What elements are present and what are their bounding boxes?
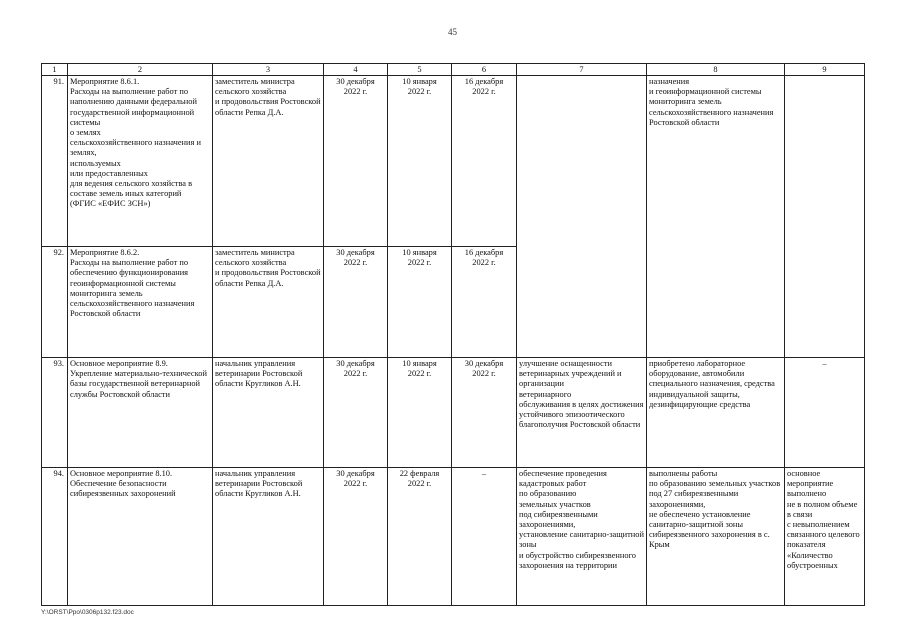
row-number: 91. — [42, 76, 68, 247]
responsible-person: начальник управления ветеринарии Ростовской области Кругликов А.Н. — [213, 468, 324, 606]
actual-start-date: 22 февраля 2022 г. — [388, 468, 452, 606]
planned-result: улучшение оснащенности ветеринарных учреждений и организации ветеринарного обслуживания в целях достижения устойчивого эпизоотического благополучия Ростовской области — [517, 358, 647, 468]
responsible-person: заместитель министра сельского хозяйства и продовольствия Ростовской области Репка Д.А. — [213, 247, 324, 358]
column-header: 9 — [785, 64, 865, 76]
planned-date: 30 декабря 2022 г. — [324, 468, 388, 606]
planned-date: 30 декабря 2022 г. — [324, 76, 388, 247]
event-name: Мероприятие 8.6.1. Расходы на выполнение работ по наполнению данными федеральной государственной информационной системы о землях сельскохозяйственного назначения и землях, используемых или предоставленных для ведения сельского хозяйства в составе земель иных категорий (ФГИС «ЕФИС ЗСН») — [68, 76, 213, 247]
planned-result-empty — [517, 76, 647, 358]
report-table — [41, 63, 865, 606]
row-number: 93. — [42, 358, 68, 468]
deviation-reason-empty — [785, 76, 865, 358]
column-header: 4 — [324, 64, 388, 76]
table-header-row — [42, 64, 865, 76]
row-number: 92. — [42, 247, 68, 358]
table-row — [42, 358, 865, 468]
responsible-person: заместитель министра сельского хозяйства и продовольствия Ростовской области Репка Д.А. — [213, 76, 324, 247]
column-header: 3 — [213, 64, 324, 76]
actual-end-date: 16 декабря 2022 г. — [452, 76, 517, 247]
planned-result: обеспечение проведения кадастровых работ по образованию земельных участков под сибиреязвенными захоронениями, установление санитарно-защитной зоны и обустройство сибиреязвенного захоронения на территории — [517, 468, 647, 606]
event-name: Мероприятие 8.6.2. Расходы на выполнение работ по обеспечению функционирования геоинформационной системы мониторинга земель сельскохозяйственного назначения Ростовской области — [68, 247, 213, 358]
planned-date: 30 декабря 2022 г. — [324, 358, 388, 468]
column-header: 2 — [68, 64, 213, 76]
event-name: Основное мероприятие 8.9. Укрепление материально-технической базы государственной ветеринарной службы Ростовской области — [68, 358, 213, 468]
actual-start-date: 10 января 2022 г. — [388, 247, 452, 358]
column-header: 7 — [517, 64, 647, 76]
actual-end-date: 30 декабря 2022 г. — [452, 358, 517, 468]
actual-start-date: 10 января 2022 г. — [388, 76, 452, 247]
actual-result: выполнены работы по образованию земельных участков под 27 сибиреязвенными захоронениями, не обеспечено установление санитарно-защитной зоны сибиреязвенного захоронения в с. Крым — [647, 468, 785, 606]
column-header: 8 — [647, 64, 785, 76]
row-number: 94. — [42, 468, 68, 606]
file-path-footer: Y:\ORST\Ppo\0306p132.f23.doc — [41, 609, 134, 616]
actual-result: приобретено лабораторное оборудование, автомобили специального назначения, средства индивидуальной защиты, дезинфицирующие средства — [647, 358, 785, 468]
deviation-reason: основное мероприятие выполнено не в полном объеме в связи с невыполнением связанного целевого показателя «Количество обустроенных — [785, 468, 865, 606]
actual-result: назначения и геоинформационной системы мониторинга земель сельскохозяйственного назначения Ростовской области — [647, 76, 785, 358]
planned-date: 30 декабря 2022 г. — [324, 247, 388, 358]
responsible-person: начальник управления ветеринарии Ростовской области Кругликов А.Н. — [213, 358, 324, 468]
column-header: 1 — [42, 64, 68, 76]
actual-end-date: 16 декабря 2022 г. — [452, 247, 517, 358]
column-header: 6 — [452, 64, 517, 76]
table-row — [42, 76, 865, 247]
page-number: 45 — [448, 27, 457, 37]
actual-end-date: – — [452, 468, 517, 606]
event-name: Основное мероприятие 8.10. Обеспечение безопасности сибиреязвенных захоронений — [68, 468, 213, 606]
actual-start-date: 10 января 2022 г. — [388, 358, 452, 468]
table-row — [42, 468, 865, 606]
deviation-reason: – — [785, 358, 865, 468]
column-header: 5 — [388, 64, 452, 76]
